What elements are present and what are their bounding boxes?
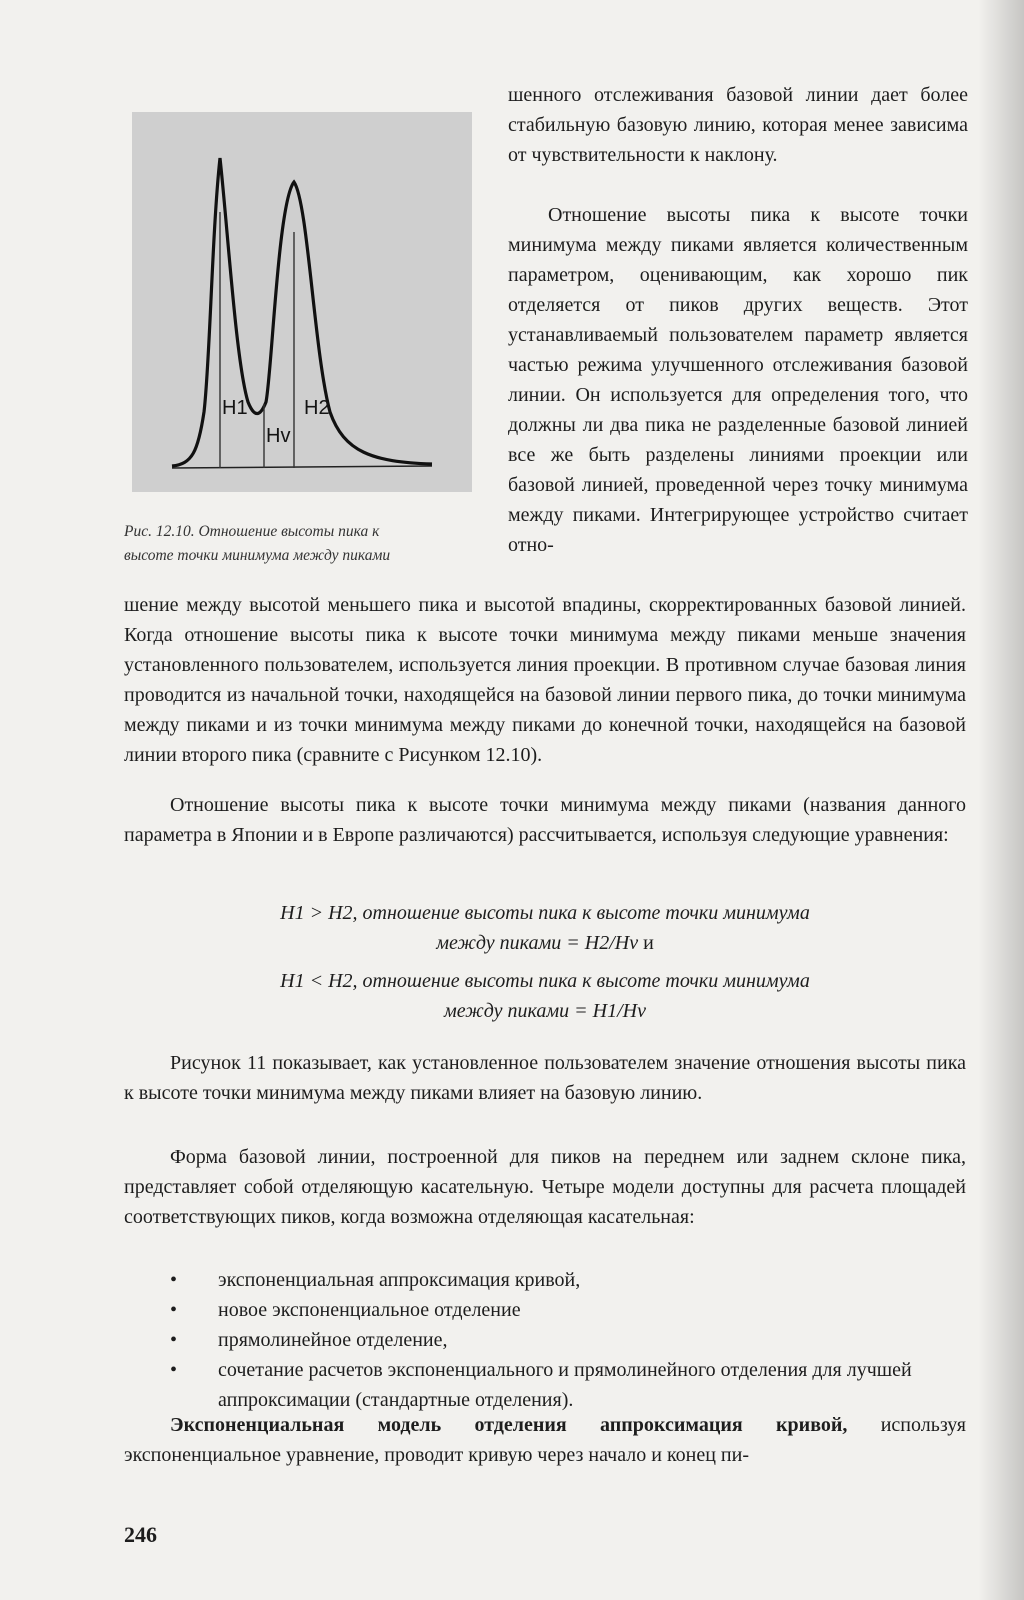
paragraph-baseline-shape: Форма базовой линии, построенной для пиков на переднем или заднем склоне пика, представляет собой отделяющую касательную. Четыре модели доступны для расчета площадей соответствующих пиков, когда возможна отделяющая касательная:: [124, 1146, 966, 1228]
label-hv: Hv: [266, 425, 291, 447]
list-item: • экспоненциальная аппроксимация кривой,: [170, 1265, 970, 1295]
paragraph-exponential-model: [124, 1410, 966, 1470]
label-h2: H2: [304, 397, 330, 419]
bullet-marker: •: [170, 1299, 178, 1321]
paragraph-ratio-continued: шение между высотой меньшего пика и высотой впадины, скорректированных базовой линией. Когда отношение высоты пика к высоте точки минимума между пиками меньше значения установленного пользователем, используется линия проекции. В противном случае базовая линия проводится из начальной точки, находящейся на базовой линии первого пика, до точки минимума между пиками и из точки минимума между пиками до конечной точки, находящейся на базовой линии второго пика (сравните с Рисунком 12.10).: [124, 594, 966, 766]
caption-line-1: Рис. 12.10. Отношение высоты пика к: [124, 523, 380, 540]
caption-line-2: высоте точки минимума между пиками: [124, 547, 391, 564]
equation-1-line-2: [124, 928, 966, 958]
paragraph-continued-top: шенного отслеживания базовой линии дает более стабильную базовую линию, которая менее зависима от чувствительности к наклону.: [508, 84, 968, 166]
equation-2-line-2: между пиками = H1/Hv: [444, 1000, 646, 1022]
equation-2-line-1: H1 < H2, отношение высоты пика к высоте точки минимума: [280, 970, 810, 992]
equation-1-text: между пиками = H2/Hv: [436, 932, 639, 954]
list-item: • прямолинейное отделение,: [170, 1325, 970, 1355]
figure-chromatogram: [132, 112, 472, 492]
label-h1: H1: [222, 397, 248, 419]
baseline-line: [172, 466, 432, 468]
peak-curve: [172, 158, 432, 466]
bullet-marker: •: [170, 1329, 178, 1351]
paragraph-peak-ratio: Отношение высоты пика к высоте точки минимума между пиками является количественным параметром, оценивающим, как хорошо пик отделяется от пиков других веществ. Этот устанавливаемый пользователем параметр является частью режима улучшенного отслеживания базовой линии. Он используется для определения того, что должны ли два пика не разделенные базовой линией все же быть разделены линиями проекции или базовой линией, проведенной через точку минимума между пиками. Интегрирующее устройство считает отно-: [508, 204, 968, 556]
paragraph-rest: используя экспоненциальное уравнение, проводит кривую через начало и конец пи-: [124, 1414, 966, 1466]
list-item: • новое экспоненциальное отделение: [170, 1295, 970, 1325]
page-number: 246: [124, 1522, 157, 1547]
list-item: • сочетание расчетов экспоненциального и прямолинейного отделения для лучшей аппроксимации (стандартные отделения).: [170, 1355, 970, 1415]
equation-1-line-1: H1 > H2, отношение высоты пика к высоте точки минимума: [280, 902, 810, 924]
page-edge-shadow: [978, 0, 1024, 1600]
paragraph-figure-11: Рисунок 11 показывает, как установленное пользователем значение отношения высоты пика к высоте точки минимума между пиками влияет на базовую линию.: [124, 1052, 966, 1104]
figure-caption: [124, 520, 484, 568]
bullet-marker: •: [170, 1359, 178, 1381]
bold-term: Экспоненциальная модель отделения аппроксимация кривой,: [170, 1414, 848, 1436]
chromatogram-plot: [132, 112, 472, 492]
models-list: [170, 1265, 970, 1415]
paragraph-equation-intro: Отношение высоты пика к высоте точки минимума между пиками (названия данного параметра в Японии и в Европе различаются) рассчитывается, используя следующие уравнения:: [124, 794, 966, 846]
bullet-marker: •: [170, 1269, 178, 1291]
equation-conjunction: и: [643, 932, 654, 954]
